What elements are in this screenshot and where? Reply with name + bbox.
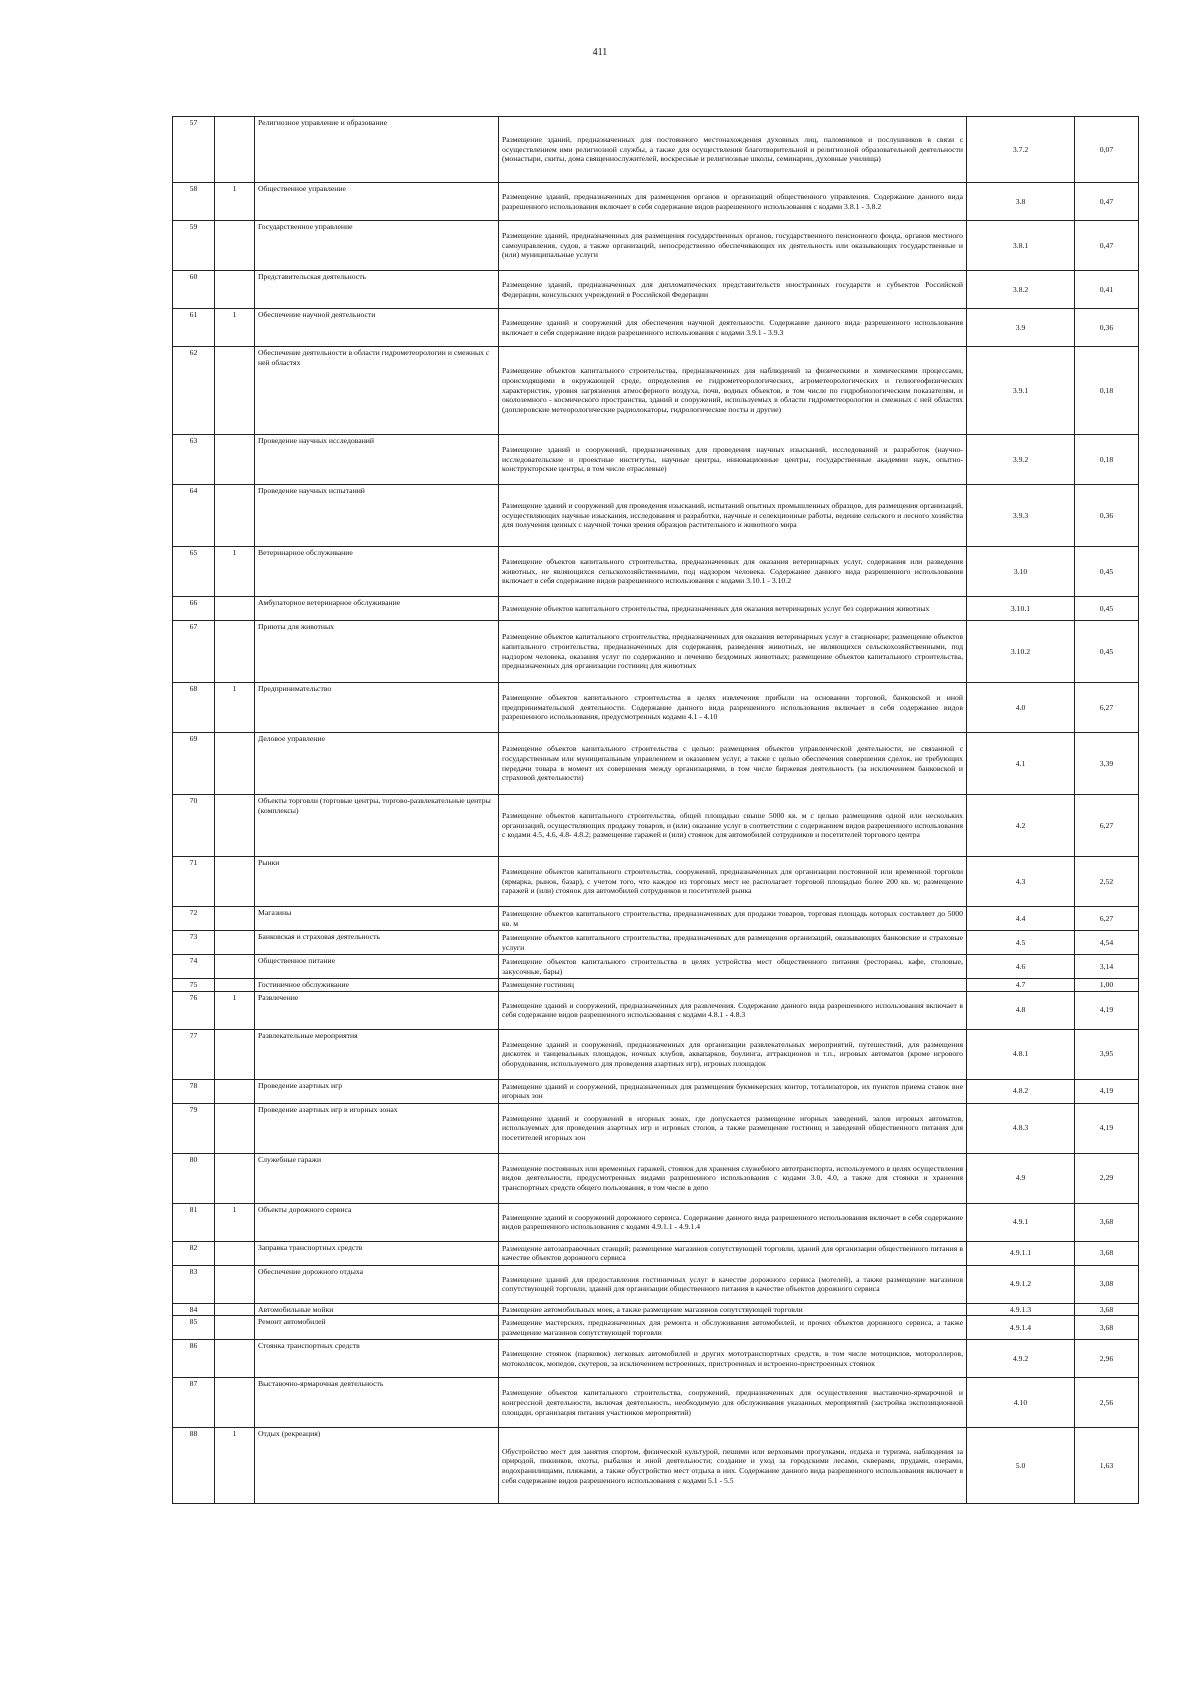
row-number: 71 [173,857,215,907]
row-level [215,979,255,992]
table-row [173,955,1139,979]
row-level [215,117,255,183]
row-name: Выставочно-ярмарочная деятельность [255,1378,499,1428]
row-description: Размещение зданий для предоставления гостиничных услуг в качестве дорожного сервиса (мотелей), а также размещение магазинов сопутствующей торговли, зданий для организации общественного питания в качестве объектов дорожного сервиса [499,1265,967,1303]
row-code: 4.5 [967,931,1075,955]
row-level [215,621,255,683]
row-level [215,1241,255,1265]
row-level [215,1079,255,1103]
row-description: Размещение зданий и сооружений, предназначенных для проведения научных изысканий, исследований и разработок (научно-исследовательские и проектные институты, научные центры, инновационные центры, государственные академии наук, опытно-конструкторские центры, в том числе отраслевые) [499,435,967,485]
row-name: Объекты торговли (торговые центры, торгово-развлекательные центры (комплексы) [255,795,499,857]
row-coefficient: 3,68 [1075,1303,1139,1316]
row-description: Размещение объектов капитального строительства, предназначенных для оказания ветеринарных услуг, содержания или разведения животных, не являющихся сельскохозяйственными, под надзором человека. Содержание данного вида разрешенного использования включает в себя содержание видов разрешенного использования с кодами 3.10.1 - 3.10.2 [499,547,967,597]
row-description: Размещение объектов капитального строительства, сооружений, предназначенных для организации постоянной или временной торговли (ярмарка, рынок, базар), с учетом того, что каждое из торговых мест не располагает торговой площадью более 200 кв. м; размещение гаражей и (или) стоянок для автомобилей сотрудников и посетителей рынка [499,857,967,907]
row-code: 4.6 [967,955,1075,979]
row-number: 57 [173,117,215,183]
row-coefficient: 6,27 [1075,683,1139,733]
row-level [215,597,255,621]
row-level [215,1103,255,1153]
row-coefficient: 6,27 [1075,795,1139,857]
row-name: Проведение азартных игр [255,1079,499,1103]
row-description: Размещение зданий и сооружений, предназначенных для развлечения. Содержание данного вида разрешенного использования включает в себя содержание видов разрешенного использования с кодами 4.8.1 - 4.8.3 [499,991,967,1029]
row-level [215,1153,255,1203]
row-code: 4.9 [967,1153,1075,1203]
row-level [215,1029,255,1079]
row-code: 4.4 [967,907,1075,931]
row-name: Банковская и страховая деятельность [255,931,499,955]
row-coefficient: 0,18 [1075,435,1139,485]
row-coefficient: 0,45 [1075,597,1139,621]
row-name: Рынки [255,857,499,907]
row-description: Размещение зданий и сооружений, предназначенных для размещения букмекерских контор, тотализаторов, их пунктов приема ставок вне игорных зон [499,1079,967,1103]
row-name: Общественное питание [255,955,499,979]
row-code: 3.8 [967,183,1075,221]
row-number: 65 [173,547,215,597]
row-code: 4.0 [967,683,1075,733]
row-number: 58 [173,183,215,221]
row-code: 3.8.1 [967,221,1075,271]
row-name: Заправка транспортных средств [255,1241,499,1265]
row-name: Предпринимательство [255,683,499,733]
row-description: Размещение зданий и сооружений для проведения изысканий, испытаний опытных промышленных образцов, для размещения организаций, осуществляющих научные изыскания, исследования и разработки, научные и селекционные работы, ведение сельского и лесного хозяйства для получения ценных с научной точки зрения образцов растительного и животного мира [499,485,967,547]
row-coefficient: 3,08 [1075,1265,1139,1303]
row-number: 73 [173,931,215,955]
row-name: Объекты дорожного сервиса [255,1203,499,1241]
row-description: Размещение объектов капитального строительства, предназначенных для оказания ветеринарных услуг без содержания животных [499,597,967,621]
row-name: Проведение азартных игр в игорных зонах [255,1103,499,1153]
row-level [215,347,255,435]
row-code: 4.8.1 [967,1029,1075,1079]
row-name: Автомобильные мойки [255,1303,499,1316]
row-level [215,1316,255,1340]
row-code: 3.9.3 [967,485,1075,547]
row-number: 79 [173,1103,215,1153]
row-number: 87 [173,1378,215,1428]
row-name: Проведение научных исследований [255,435,499,485]
row-coefficient: 2,52 [1075,857,1139,907]
row-number: 68 [173,683,215,733]
row-description: Размещение зданий, предназначенных для размещения государственных органов, государственного пенсионного фонда, органов местного самоуправления, судов, а также организаций, непосредственно обеспечивающих их деятельность или оказывающих государственные и (или) муниципальные услуги [499,221,967,271]
table-row [173,117,1139,183]
row-description: Размещение зданий, предназначенных для дипломатических представительств иностранных государств и субъектов Российской Федерации, консульских учреждений в Российской Федерации [499,271,967,309]
row-description: Размещение зданий, предназначенных для постоянного местонахождения духовных лиц, паломников и послушников в связи с осуществлением ими религиозной службы, а также для осуществления благотворительной и религиозной образовательной деятельности (монастыри, скиты, дома священнослужителей, воскресные и религиозные школы, семинарии, духовные училища) [499,117,967,183]
table-row [173,979,1139,992]
row-name: Стоянка транспортных средств [255,1340,499,1378]
table-row [173,931,1139,955]
table-row [173,621,1139,683]
row-coefficient: 0,47 [1075,183,1139,221]
row-name: Гостиничное обслуживание [255,979,499,992]
row-code: 3.9 [967,309,1075,347]
table-row [173,1153,1139,1203]
row-coefficient: 4,54 [1075,931,1139,955]
table-row [173,907,1139,931]
table-row [173,597,1139,621]
row-level: 1 [215,991,255,1029]
row-coefficient: 4,19 [1075,1103,1139,1153]
row-coefficient: 3,14 [1075,955,1139,979]
row-name: Обеспечение деятельности в области гидрометеорологии и смежных с ней областях [255,347,499,435]
row-description: Размещение зданий и сооружений в игорных зонах, где допускается размещение игорных заведений, залов игровых автоматов, используемых для проведения азартных игр и игровых столов, а также размещение гостиниц и заведений общественного питания для посетителей игорных зон [499,1103,967,1153]
row-code: 3.7.2 [967,117,1075,183]
row-name: Обеспечение дорожного отдыха [255,1265,499,1303]
row-coefficient: 3,68 [1075,1316,1139,1340]
row-level [215,733,255,795]
row-name: Проведение научных испытаний [255,485,499,547]
row-number: 70 [173,795,215,857]
row-name: Представительская деятельность [255,271,499,309]
row-level: 1 [215,1428,255,1504]
table-row [173,309,1139,347]
row-description: Размещение мастерских, предназначенных для ремонта и обслуживания автомобилей, и прочих объектов дорожного сервиса, а также размещение магазинов сопутствующей торговли [499,1316,967,1340]
row-description: Размещение объектов капитального строительства, предназначенных для продажи товаров, торговая площадь которых составляет до 5000 кв. м [499,907,967,931]
row-number: 62 [173,347,215,435]
table-row [173,1203,1139,1241]
row-number: 60 [173,271,215,309]
row-level: 1 [215,309,255,347]
row-description: Размещение объектов капитального строительства, предназначенных для оказания ветеринарных услуг в стационаре; размещение объектов капитального строительства, предназначенных для содержания, разведения животных, не являющихся сельскохозяйственными, под надзором человека, оказания услуг по содержанию и лечению бездомных животных; размещение объектов капитального строительства, предназначенных для организации гостиниц для животных [499,621,967,683]
row-coefficient: 0,36 [1075,485,1139,547]
row-code: 5.0 [967,1428,1075,1504]
row-level [215,955,255,979]
table-row [173,221,1139,271]
row-coefficient: 2,56 [1075,1378,1139,1428]
row-code: 4.9.1.3 [967,1303,1075,1316]
row-name: Развлекательные мероприятия [255,1029,499,1079]
table-row [173,547,1139,597]
row-coefficient: 3,95 [1075,1029,1139,1079]
row-coefficient: 4,19 [1075,1079,1139,1103]
row-number: 83 [173,1265,215,1303]
row-code: 4.8 [967,991,1075,1029]
table-row [173,347,1139,435]
row-level [215,1265,255,1303]
land-use-table [172,116,1139,1504]
row-description: Размещение объектов капитального строительства, сооружений, предназначенных для осуществления выставочно-ярмарочной и конгрессной деятельности, включая деятельность, необходимую для обслуживания указанных мероприятий (застройка экспозиционной площади, организация питания участников мероприятий) [499,1378,967,1428]
table-row [173,1241,1139,1265]
row-level: 1 [215,183,255,221]
row-name: Служебные гаражи [255,1153,499,1203]
row-level: 1 [215,1203,255,1241]
row-code: 4.8.2 [967,1079,1075,1103]
row-code: 3.10.2 [967,621,1075,683]
row-coefficient: 3,68 [1075,1241,1139,1265]
row-name: Амбулаторное ветеринарное обслуживание [255,597,499,621]
row-coefficient: 0,41 [1075,271,1139,309]
row-level [215,271,255,309]
row-level: 1 [215,547,255,597]
row-description: Обустройство мест для занятия спортом, физической культурой, пешими или верховыми прогулками, отдыха и туризма, наблюдения за природой, пикников, охоты, рыбалки и иной деятельности; создание и уход за городскими лесами, скверами, прудами, озерами, водохранилищами, пляжами, а также обустройство мест отдыха в них. Содержание данного вида разрешенного использования включает в себя содержание видов разрешенного использования с кодами 5.1 - 5.5 [499,1428,967,1504]
table-row [173,1428,1139,1504]
table-row [173,485,1139,547]
row-level [215,1378,255,1428]
row-code: 4.9.1 [967,1203,1075,1241]
table-row [173,1316,1139,1340]
table-row [173,183,1139,221]
table-body [173,117,1139,1504]
row-level [215,435,255,485]
row-level [215,907,255,931]
row-coefficient: 2,96 [1075,1340,1139,1378]
row-level [215,221,255,271]
row-coefficient: 1,63 [1075,1428,1139,1504]
row-description: Размещение объектов капитального строительства, предназначенных для размещения организаций, оказывающих банковские и страховые услуги [499,931,967,955]
row-coefficient: 0,47 [1075,221,1139,271]
row-coefficient: 2,29 [1075,1153,1139,1203]
table-row [173,1079,1139,1103]
row-number: 84 [173,1303,215,1316]
row-code: 4.9.1.4 [967,1316,1075,1340]
table-row [173,1029,1139,1079]
table-row [173,857,1139,907]
row-code: 4.2 [967,795,1075,857]
row-number: 80 [173,1153,215,1203]
row-description: Размещение объектов капитального строительства, общей площадью свыше 5000 кв. м с целью размещения одной или нескольких организаций, осуществляющих продажу товаров, и (или) оказание услуг в соответствии с содержанием видов разрешенного использования с кодами 4.5, 4.6, 4.8- 4.8.2; размещение гаражей и (или) стоянок для автомобилей сотрудников и посетителей торгового центра [499,795,967,857]
row-description: Размещение объектов капитального строительства в целях устройства мест общественного питания (рестораны, кафе, столовые, закусочные, бары) [499,955,967,979]
row-number: 72 [173,907,215,931]
row-name: Государственное управление [255,221,499,271]
row-coefficient: 0,18 [1075,347,1139,435]
row-description: Размещение зданий и сооружений дорожного сервиса. Содержание данного вида разрешенного использования включает в себя содержание видов разрешенного использования с кодами 4.9.1.1 - 4.9.1.4 [499,1203,967,1241]
row-coefficient: 0,45 [1075,547,1139,597]
table-row [173,1340,1139,1378]
row-level [215,931,255,955]
table-row [173,1303,1139,1316]
row-level [215,857,255,907]
row-description: Размещение автозаправочных станций; размещение магазинов сопутствующей торговли, зданий для организации общественного питания в качестве объектов дорожного сервиса [499,1241,967,1265]
table-row [173,271,1139,309]
row-name: Отдых (рекреация) [255,1428,499,1504]
row-level [215,795,255,857]
table-row [173,435,1139,485]
row-name: Ремонт автомобилей [255,1316,499,1340]
row-description: Размещение постоянных или временных гаражей, стоянок для хранения служебного автотранспорта, используемого в целях осуществления видов деятельности, предусмотренных видами разрешенного использования с кодами 3.0, 4.0, а также для стоянки и хранения транспортных средств общего пользования, в том числе в депо [499,1153,967,1203]
row-number: 76 [173,991,215,1029]
row-name: Приюты для животных [255,621,499,683]
row-level [215,1340,255,1378]
table-row [173,991,1139,1029]
row-name: Обеспечение научной деятельности [255,309,499,347]
row-description: Размещение зданий и сооружений, предназначенных для организации развлекательных мероприятий, путешествий, для размещения дискотек и танцевальных площадок, ночных клубов, аквапарков, боулинга, аттракционов и т.п., игровых автоматов (кроме игрового оборудования, используемого для проведения азартных игр), игровых площадок [499,1029,967,1079]
row-code: 4.3 [967,857,1075,907]
row-number: 74 [173,955,215,979]
row-code: 3.8.2 [967,271,1075,309]
row-code: 4.9.2 [967,1340,1075,1378]
row-coefficient: 1,00 [1075,979,1139,992]
row-number: 81 [173,1203,215,1241]
row-number: 78 [173,1079,215,1103]
row-name: Деловое управление [255,733,499,795]
row-coefficient: 0,36 [1075,309,1139,347]
row-number: 75 [173,979,215,992]
row-code: 4.9.1.1 [967,1241,1075,1265]
row-description: Размещение объектов капитального строительства с целью: размещения объектов управленческой деятельности, не связанной с государственным или муниципальным управлением и оказанием услуг, а также с целью обеспечения совершения сделок, не требующих передачи товара в момент их совершения между организациями, в том числе биржевая деятельность (за исключением банковской и страховой деятельности) [499,733,967,795]
row-code: 4.1 [967,733,1075,795]
row-code: 4.10 [967,1378,1075,1428]
row-number: 67 [173,621,215,683]
row-code: 4.8.3 [967,1103,1075,1153]
row-number: 86 [173,1340,215,1378]
table-row [173,733,1139,795]
row-description: Размещение объектов капитального строительства в целях извлечения прибыли на основании торговой, банковской и иной предпринимательской деятельности. Содержание данного вида разрешенного использования включает в себя содержание видов разрешенного использования, предусмотренных кодами 4.1 - 4.10 [499,683,967,733]
row-level [215,485,255,547]
row-level: 1 [215,683,255,733]
row-number: 77 [173,1029,215,1079]
row-name: Религиозное управление и образование [255,117,499,183]
row-number: 69 [173,733,215,795]
row-description: Размещение стоянок (парковок) легковых автомобилей и других мототранспортных средств, в том числе мотоциклов, мотороллеров, мотоколясок, мопедов, скутеров, за исключением встроенных, пристроенных и встроенно-пристроенных стоянок [499,1340,967,1378]
table-row [173,1103,1139,1153]
row-coefficient: 3,68 [1075,1203,1139,1241]
row-coefficient: 0,07 [1075,117,1139,183]
row-code: 4.9.1.2 [967,1265,1075,1303]
row-description: Размещение автомобильных моек, а также размещение магазинов сопутствующей торговли [499,1303,967,1316]
row-code: 3.10.1 [967,597,1075,621]
row-name: Общественное управление [255,183,499,221]
row-number: 85 [173,1316,215,1340]
table-row [173,795,1139,857]
table-row [173,1265,1139,1303]
row-description: Размещение гостиниц [499,979,967,992]
row-number: 66 [173,597,215,621]
table-row [173,683,1139,733]
row-coefficient: 0,45 [1075,621,1139,683]
row-coefficient: 4,19 [1075,991,1139,1029]
row-name: Магазины [255,907,499,931]
row-name: Развлечение [255,991,499,1029]
row-coefficient: 3,39 [1075,733,1139,795]
row-code: 3.10 [967,547,1075,597]
row-code: 3.9.1 [967,347,1075,435]
row-number: 63 [173,435,215,485]
row-number: 82 [173,1241,215,1265]
page-number: 411 [592,47,608,58]
row-code: 3.9.2 [967,435,1075,485]
table-row [173,1378,1139,1428]
row-level [215,1303,255,1316]
row-code: 4.7 [967,979,1075,992]
row-number: 64 [173,485,215,547]
row-coefficient: 6,27 [1075,907,1139,931]
row-description: Размещение объектов капитального строительства, предназначенных для наблюдений за физическими и химическими процессами, происходящими в окружающей среде, определения ее гидрометеорологических, агрометеорологических и гелиогеофизических характеристик, уровня загрязнения атмосферного воздуха, почв, водных объектов, в том числе по гидробиологическим показателям, и околоземного - космического пространства, зданий и сооружений, используемых в области гидрометеорологии и смежных с ней областях (доплеровские метеорологические радиолокаторы, гидрологические посты и другие) [499,347,967,435]
row-number: 88 [173,1428,215,1504]
row-name: Ветеринарное обслуживание [255,547,499,597]
row-number: 59 [173,221,215,271]
row-description: Размещение зданий, предназначенных для размещения органов и организаций общественного управления. Содержание данного вида разрешенного использования включает в себя содержание видов разрешенного использования с кодами 3.8.1 - 3.8.2 [499,183,967,221]
row-number: 61 [173,309,215,347]
row-description: Размещение зданий и сооружений для обеспечения научной деятельности. Содержание данного вида разрешенного использования включает в себя содержание видов разрешенного использования с кодами 3.9.1 - 3.9.3 [499,309,967,347]
